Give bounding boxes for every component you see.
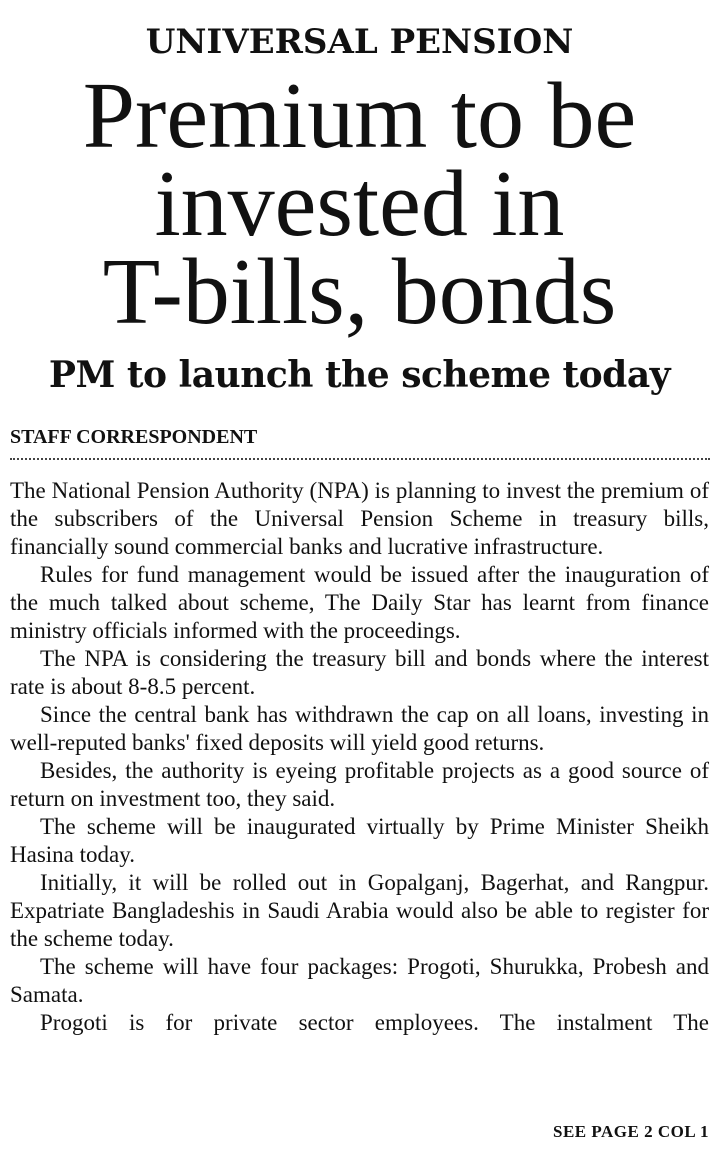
article-body: [10, 477, 709, 1037]
dotted-divider: [10, 458, 710, 460]
headline-line: invested in: [154, 152, 565, 256]
headline-line: T-bills, bonds: [102, 240, 617, 344]
kicker: UNIVERSAL PENSION: [145, 22, 574, 62]
paragraph: Progoti is for private sector employees. The instalment The: [40, 1010, 709, 1035]
headline-line: Premium to be: [82, 64, 637, 168]
paragraph: Rules for fund management would be issued after the inauguration of the much talked about scheme, The Daily Star has learnt from finance ministry officials informed with the proceedings.: [10, 562, 709, 643]
continuation-note: SEE PAGE 2 COL 1: [553, 1122, 709, 1141]
paragraph: The NPA is considering the treasury bill and bonds where the interest rate is about 8-8.5 percent.: [10, 646, 709, 699]
subheadline: PM to launch the scheme today: [48, 354, 671, 396]
paragraph: The scheme will have four packages: Progoti, Shurukka, Probesh and Samata.: [10, 954, 709, 1007]
paragraph: The scheme will be inaugurated virtually by Prime Minister Sheikh Hasina today.: [10, 814, 709, 867]
byline: STAFF CORRESPONDENT: [10, 426, 258, 448]
paragraph: Since the central bank has withdrawn the cap on all loans, investing in well-reputed banks' fixed deposits will yield good returns.: [10, 702, 709, 755]
paragraph: Besides, the authority is eyeing profitable projects as a good source of return on investment too, they said.: [10, 758, 709, 811]
paragraph: The National Pension Authority (NPA) is planning to invest the premium of the subscribers of the Universal Pension Scheme in treasury bills, financially sound commercial banks and lucrative infrastructure.: [10, 478, 709, 559]
paragraph: Initially, it will be rolled out in Gopalganj, Bagerhat, and Rangpur. Expatriate Bangladeshis in Saudi Arabia would also be able to register for the scheme today.: [10, 870, 709, 951]
headline: [0, 64, 719, 344]
